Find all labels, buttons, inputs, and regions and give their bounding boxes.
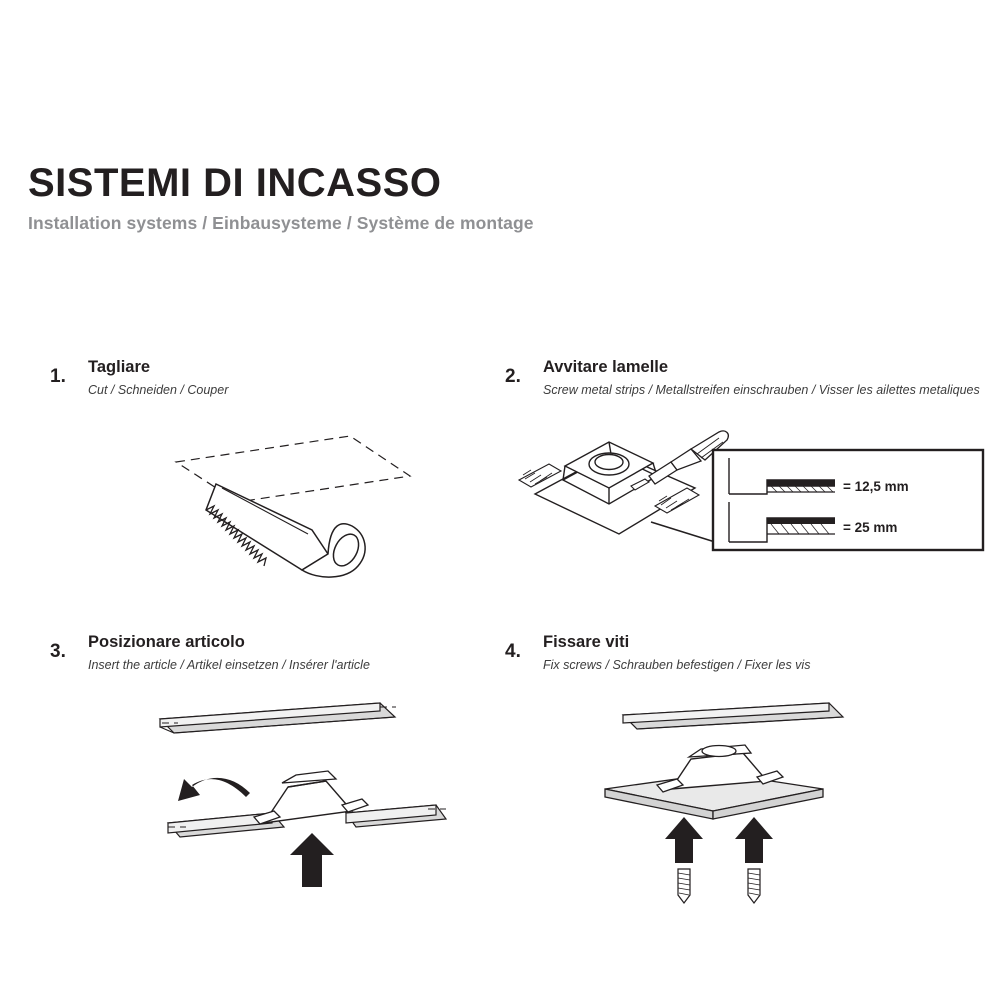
step-3-illustration bbox=[50, 677, 480, 912]
step-4-title: Fissare viti bbox=[543, 633, 630, 651]
steps-container bbox=[0, 340, 1000, 960]
step-3-title: Posizionare articolo bbox=[88, 633, 245, 651]
step-4-illustration bbox=[505, 677, 975, 912]
callout-label-25mm: = 25 mm bbox=[843, 520, 898, 535]
step-1 bbox=[50, 358, 480, 597]
handsaw-icon bbox=[50, 402, 450, 592]
step-1-header bbox=[50, 358, 480, 402]
page-header bbox=[28, 162, 948, 234]
up-arrow-right-icon bbox=[735, 817, 773, 863]
insert-fixture-icon bbox=[50, 677, 450, 907]
step-4-header bbox=[505, 633, 975, 677]
step-1-number: 1. bbox=[50, 366, 66, 387]
step-4-subtitle: Fix screws / Schrauben befestigen / Fixer les vis bbox=[543, 657, 811, 672]
screw-right-icon bbox=[748, 869, 760, 903]
step-2-illustration bbox=[505, 402, 995, 607]
step-1-subtitle: Cut / Schneiden / Couper bbox=[88, 382, 229, 397]
step-2 bbox=[505, 358, 995, 607]
step-2-number: 2. bbox=[505, 366, 521, 387]
page-title: SISTEMI DI INCASSO bbox=[28, 161, 442, 205]
step-4 bbox=[505, 633, 975, 912]
step-3-subtitle: Insert the article / Artikel einsetzen / Insérer l'article bbox=[88, 657, 370, 672]
up-arrow-icon bbox=[290, 833, 334, 887]
screw-left-icon bbox=[678, 869, 690, 903]
page-subtitle: Installation systems / Einbausysteme / Système de montage bbox=[28, 213, 534, 233]
step-4-number: 4. bbox=[505, 641, 521, 662]
callout-label-12-5mm: = 12,5 mm bbox=[843, 479, 909, 494]
step-1-illustration bbox=[50, 402, 480, 597]
step-3-header bbox=[50, 633, 480, 677]
step-3 bbox=[50, 633, 480, 912]
step-1-title: Tagliare bbox=[88, 358, 151, 376]
screwdriver-and-fixture-icon bbox=[505, 402, 995, 602]
fix-screws-icon bbox=[505, 677, 935, 907]
step-3-number: 3. bbox=[50, 641, 66, 662]
step-2-header bbox=[505, 358, 995, 402]
up-arrow-left-icon bbox=[665, 817, 703, 863]
step-2-subtitle: Screw metal strips / Metallstreifen einschrauben / Visser les ailettes metaliques bbox=[543, 382, 980, 397]
step-2-title: Avvitare lamelle bbox=[543, 358, 669, 376]
